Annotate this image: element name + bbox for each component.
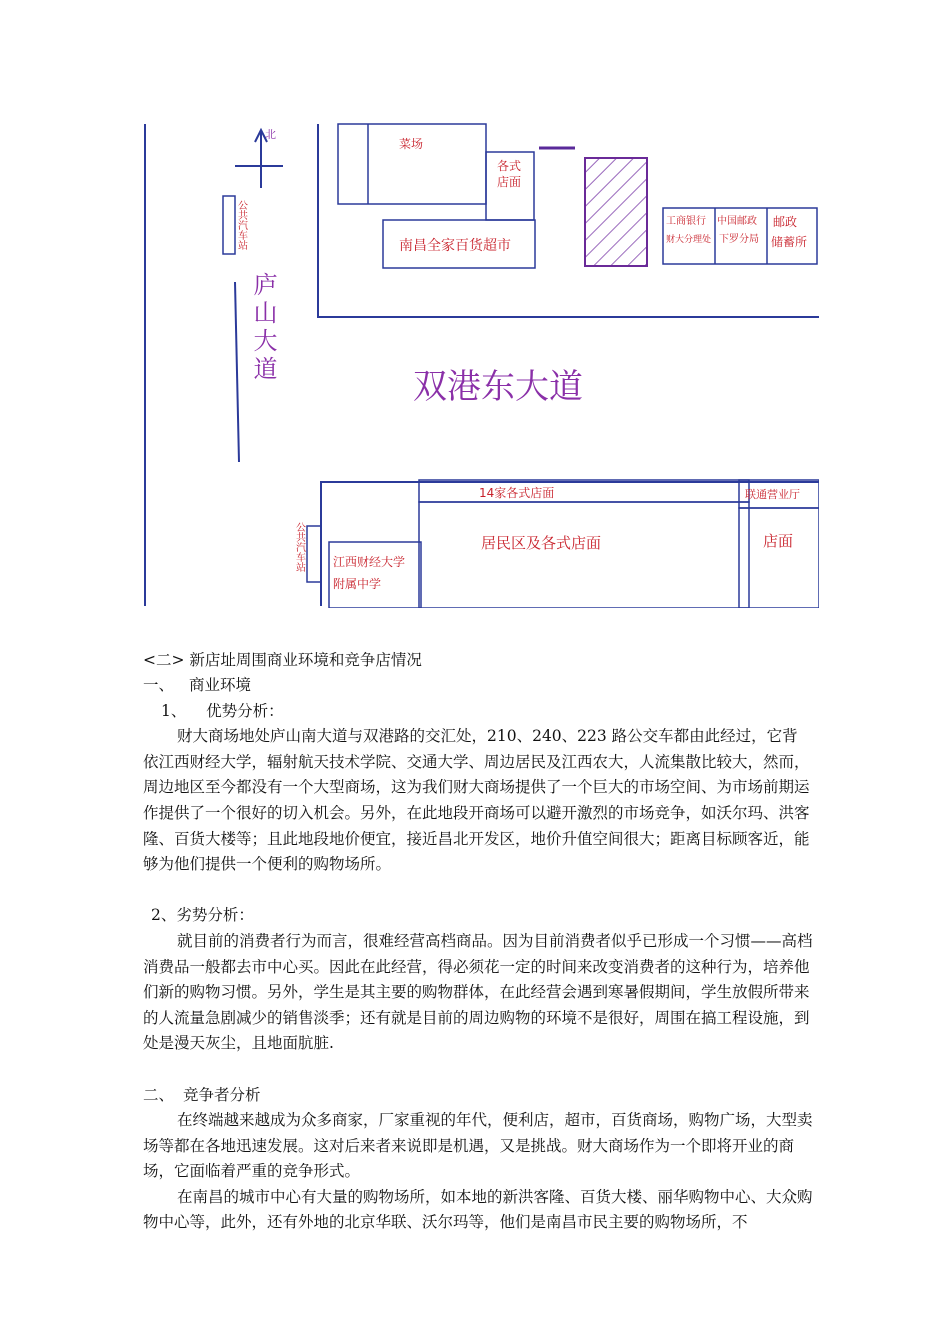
bus-stop-bottom-label: 公共汽车站 [293, 522, 305, 572]
vegetable-market-label: 菜场 [399, 137, 424, 151]
paragraph-advantages: 财大商场地处庐山南大道与双港路的交汇处，210、240、223 路公交车都由此经过，它背依江西财经大学，辐射航天技术学院、交通大学、周边居民及江西农大，人流集散比较大，然而，周边地区至今都没有一个大型商场，这为我们财大商场提供了一个巨大的市场空间、为市场前期运作提供了一个很好的切入机会。另外，在此地段开商场可以避开激烈的市场竞争，如沃尔玛、洪客隆、百货大楼等；且此地段地价便宜，接近昌北开发区，地价升值空间很大；距离目标顾客近，能够为他们提供一个便利的购物场所。 [143, 727, 810, 874]
heading-text: 商业环境 [189, 676, 252, 694]
shuanggang-road-label: 双港东大道 [413, 367, 583, 407]
paragraph-disadvantages: 就目前的消费者行为而言，很难经营高档商品。因为目前消费者似乎已形成一个习惯——高档消费品一般都去市中心买。因此在此经营，得必须花一定的时间来改变消费者的这种行为，培养他们新的购物习惯。另外，学生是其主要的购物群体，在此经营会遇到寒暑假期间，学生放假所带来的人流量急剧减少的销售淡季；还有就是目前的周边购物的环境不是很好，周围在搞工程设施，到处是漫天灰尘，且地面肮脏. [143, 931, 813, 1053]
svg-text:附属中学: 附属中学 [333, 577, 382, 591]
heading-competitors [143, 1083, 813, 1109]
document-body [143, 673, 813, 1236]
svg-text:下罗分局: 下罗分局 [719, 234, 759, 245]
subheading-number: 1、 [161, 701, 187, 720]
heading-number: 二、 [143, 1085, 175, 1104]
svg-text:店面: 店面 [497, 175, 522, 189]
paragraph-competition-1: 在终端越来越成为众多商家，厂家重视的年代，便利店，超市，百货商场，购物广场，大型卖场等都在各地迅速发展。这对后来者来说即是机遇，又是挑战。财大商场作为一个即将开业的商场，它面临着严重的竞争形式。 [143, 1111, 813, 1181]
china-post-label: 中国邮政 [717, 216, 757, 227]
location-map [143, 122, 819, 608]
heading-disadvantages: 2、劣势分析： [151, 906, 254, 925]
unicom-label: 联通营业厅 [745, 488, 800, 501]
paragraph-competition-2: 在南昌的城市中心有大量的购物场所，如本地的新洪客隆、百货大楼、丽华购物中心、大众购物中心等，此外，还有外地的北京华联、沃尔玛等，他们是南昌市民主要的购物场所，不 [143, 1187, 813, 1232]
heading-business-environment [143, 673, 813, 699]
shops-right-label: 店面 [763, 532, 794, 550]
supermarket-label: 南昌全家百货超市 [399, 238, 511, 254]
postal-savings-label: 邮政 [773, 215, 798, 229]
heading-number: 一、 [143, 676, 175, 694]
svg-text:储蓄所: 储蓄所 [771, 235, 808, 249]
subheading-text: 优势分析： [206, 701, 284, 720]
shops-14-label: 14家各式店面 [479, 486, 555, 500]
school-label: 江西财经大学 [333, 555, 406, 569]
shops-small-label: 各式 [497, 159, 522, 173]
heading-advantages [143, 699, 813, 725]
section-title: <二> 新店址周围商业环境和竞争店情况 [143, 651, 422, 669]
icbc-label: 工商银行 [666, 216, 706, 227]
section-heading [143, 648, 813, 674]
new-store-site [585, 158, 647, 266]
north-label: 北 [265, 128, 276, 141]
residential-label: 居民区及各式店面 [481, 534, 602, 552]
bus-stop-top-label: 公共汽车站 [235, 200, 247, 250]
svg-text:财大分理处: 财大分理处 [666, 235, 712, 245]
lushan-road-label: 庐山大道 [249, 272, 277, 384]
heading-text: 竞争者分析 [183, 1085, 261, 1104]
